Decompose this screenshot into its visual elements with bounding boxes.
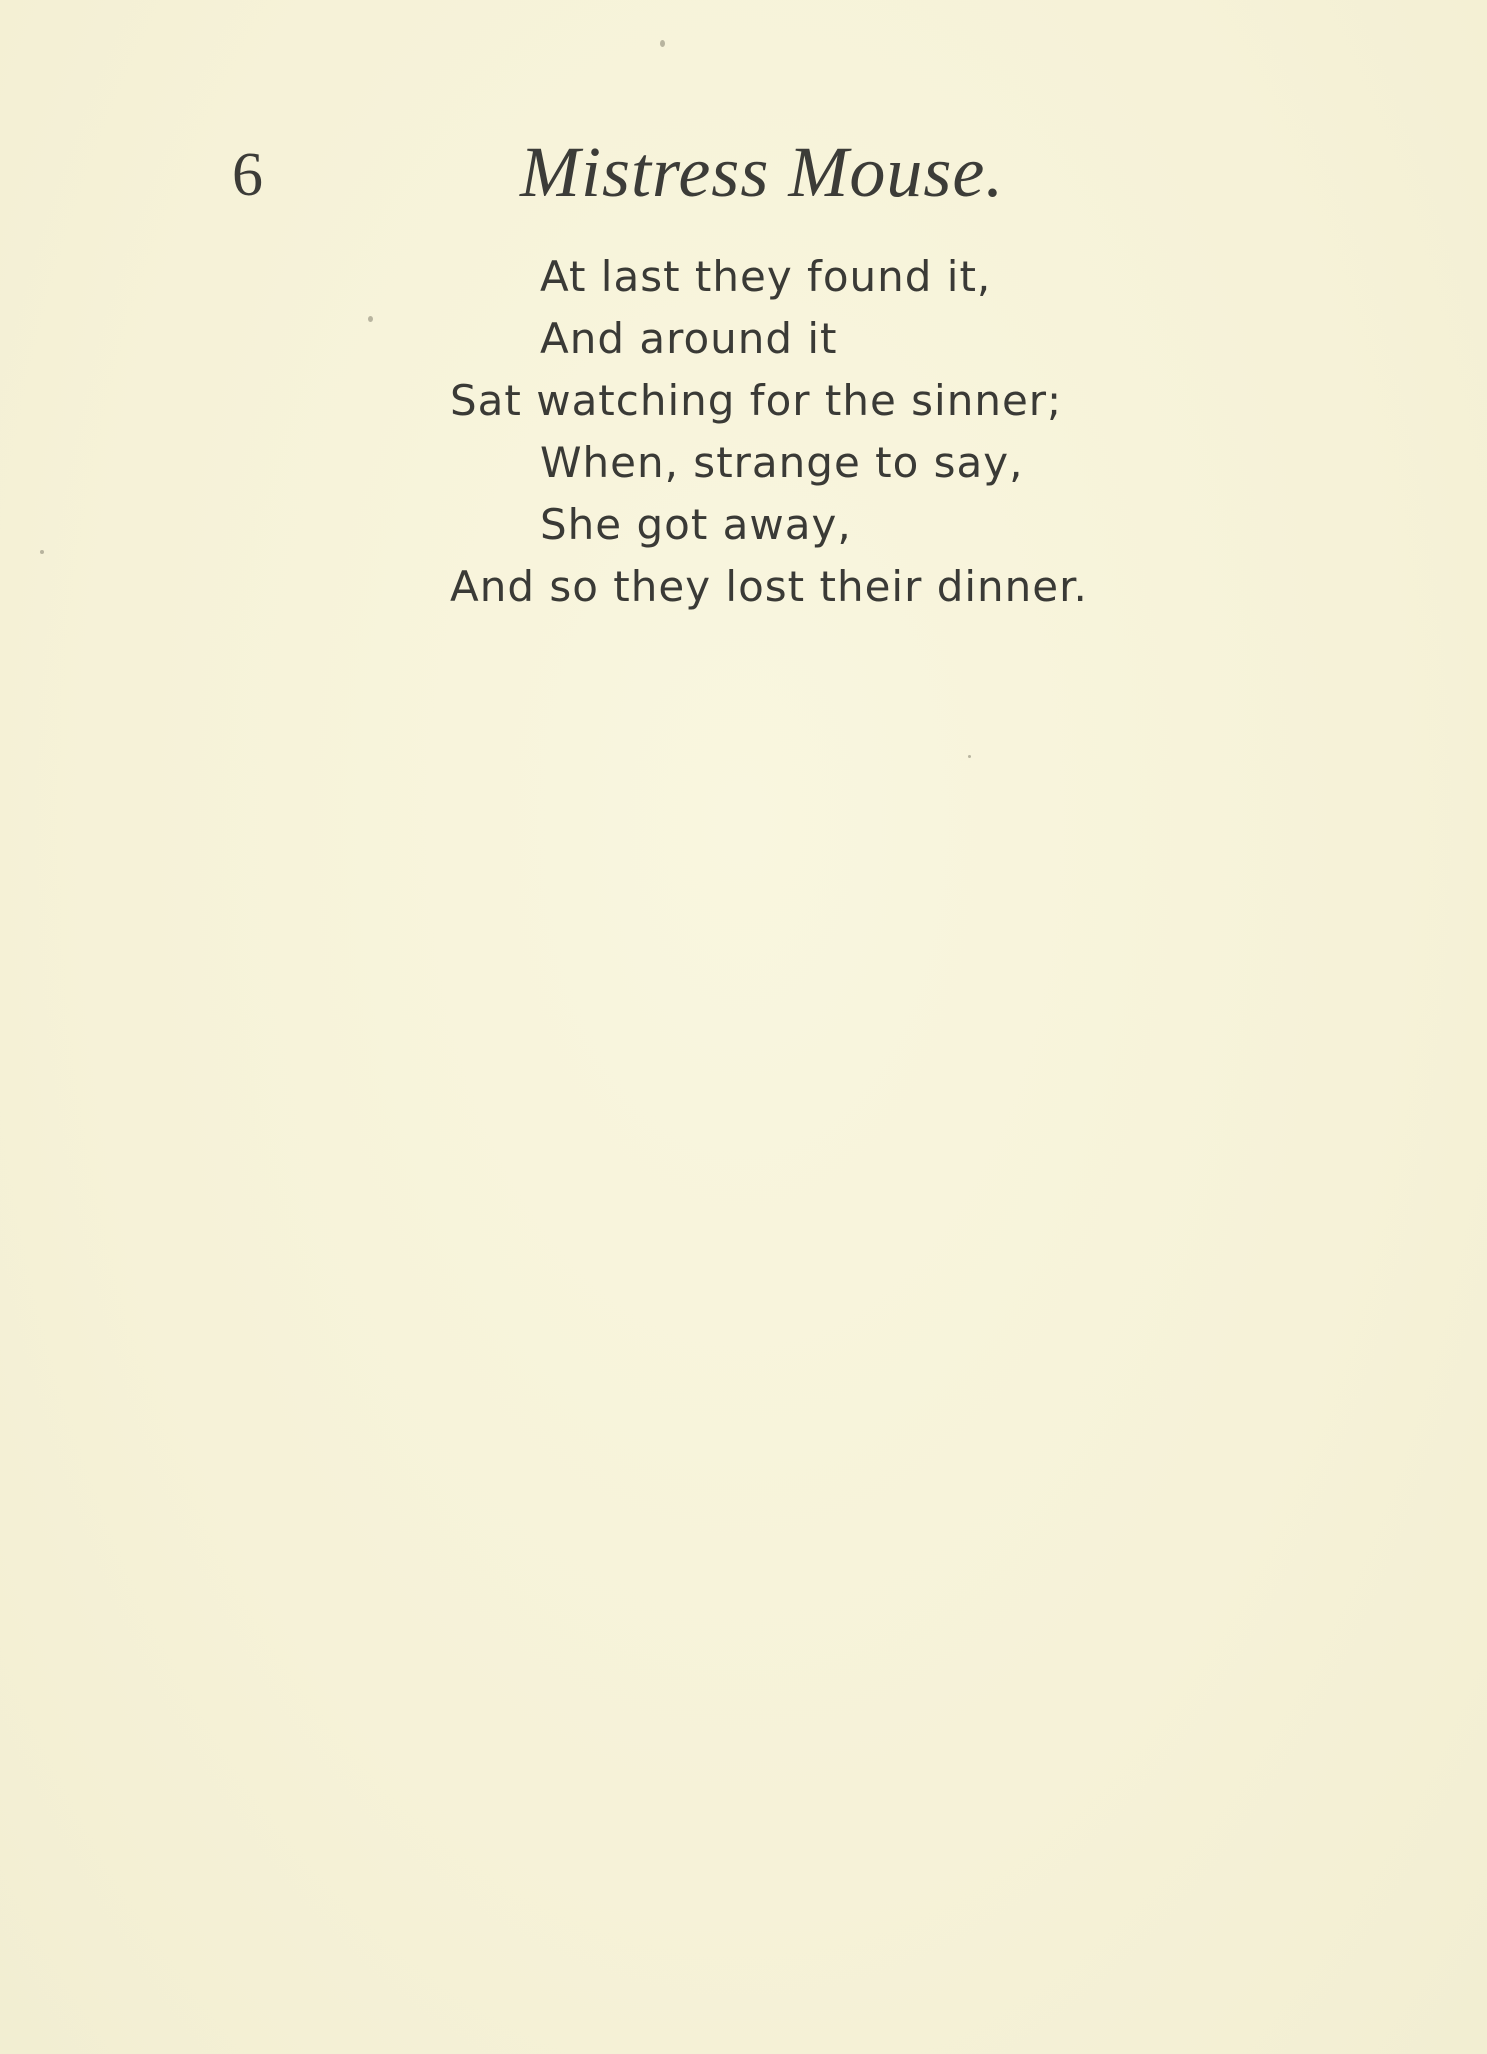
poem-line: She got away,	[540, 500, 852, 549]
poem-line: And so they lost their dinner.	[450, 562, 1088, 611]
paper-speck	[968, 755, 971, 758]
poem-line: At last they found it,	[540, 252, 992, 301]
poem-line: When, strange to say,	[540, 438, 1024, 487]
paper-speck	[40, 550, 44, 554]
poem-line: And around it	[540, 314, 838, 363]
poem-line: Sat watching for the sinner;	[450, 376, 1063, 425]
paper-speck	[660, 40, 665, 47]
paper-speck	[368, 316, 373, 322]
running-title: Mistress Mouse.	[520, 132, 1005, 212]
page-number: 6	[232, 141, 263, 209]
